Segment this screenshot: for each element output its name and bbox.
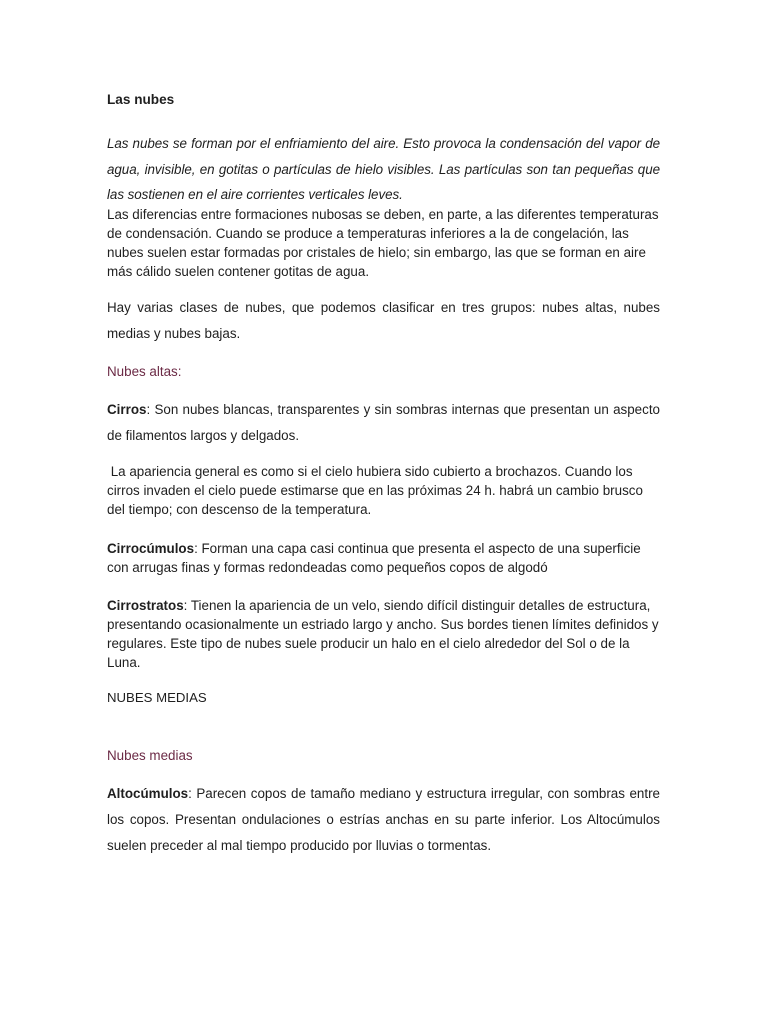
altocumulos-paragraph <box>107 781 660 859</box>
document-title: Las nubes <box>107 92 175 107</box>
appearance-paragraph: La apariencia general es como si el cielo hubiera sido cubierto a brochazos. Cuando los cirros invaden el cielo puede estimarse que en las próximas 24 h. habrá un cambio brusco del tiempo; con descenso de la temperatura. <box>107 464 647 517</box>
differences-paragraph: Las diferencias entre formaciones nubosas se deben, en parte, a las diferentes temperaturas de condensación. Cuando se produce a temperaturas inferiores a la de congelación, las nubes suelen estar formadas por cristales de hielo; sin embargo, las que se forman en aire más cálido suelen contener gotitas de agua. <box>107 207 659 279</box>
heading-medium-clouds: Nubes medias <box>107 748 193 763</box>
cirrocumulos-text: : Forman una capa casi continua que presenta el aspecto de una superficie con arrugas finas y formas redondeadas como pequeños copos de algodó <box>107 541 641 575</box>
cirrostratos-paragraph <box>107 596 660 672</box>
cirros-text: : Son nubes blancas, transparentes y sin sombras internas que presentan un aspecto de filamentos largos y delgados. <box>107 402 660 443</box>
cirros-term: Cirros <box>107 402 147 417</box>
classes-paragraph: Hay varias clases de nubes, que podemos clasificar en tres grupos: nubes altas, nubes medias y nubes bajas. <box>107 300 660 341</box>
cirrostratos-text: : Tienen la apariencia de un velo, siendo difícil distinguir detalles de estructura, presentando ocasionalmente un estriado largo y ancho. Sus bordes tienen límites definidos y regulares. Este tipo de nubes suele producir un halo en el cielo alrededor del Sol o de la Luna. <box>107 598 659 670</box>
cirrostratos-term: Cirrostratos <box>107 598 184 613</box>
cirros-paragraph <box>107 397 660 449</box>
cirrocumulos-term: Cirrocúmulos <box>107 541 195 556</box>
intro-paragraph: Las nubes se forman por el enfriamiento del aire. Esto provoca la condensación del vapor de agua, invisible, en gotitas o partículas de hielo visibles. Las partículas son tan pequeñas que las sostienen en el aire corrientes verticales leves. <box>107 136 660 202</box>
cirrocumulos-paragraph <box>107 539 660 577</box>
altocumulos-term: Altocúmulos <box>107 786 189 801</box>
heading-high-clouds: Nubes altas: <box>107 364 182 379</box>
caps-heading-medium: NUBES MEDIAS <box>107 690 207 705</box>
altocumulos-text: : Parecen copos de tamaño mediano y estructura irregular, con sombras entre los copos. Presentan ondulaciones o estrías anchas en su parte inferior. Los Altocúmulos suelen preceder al mal tiempo producido por lluvias o tormentas. <box>107 786 660 853</box>
